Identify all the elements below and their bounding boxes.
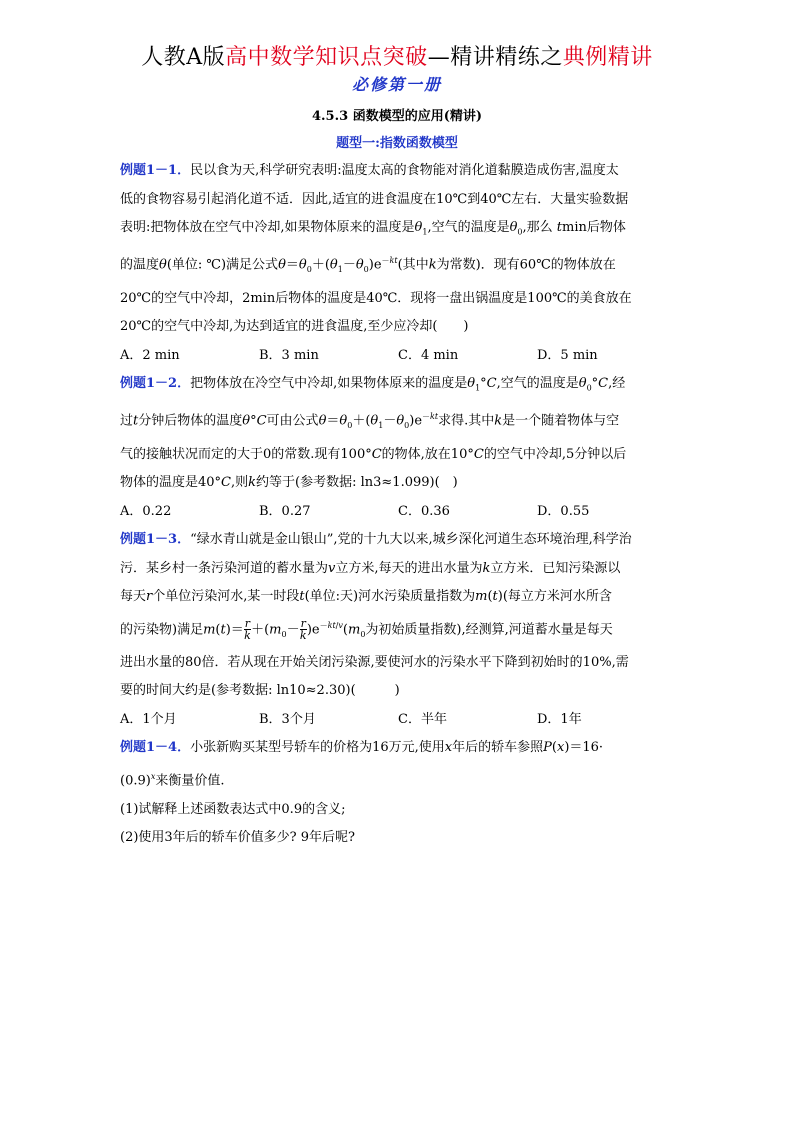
example-1-1-line-3: 表明:把物体放在空气中冷却,如果物体原来的温度是$\theta_1$,空气的温度是$\theta_0$,那么 tmin后物体: [120, 220, 626, 237]
example-1-2-line-1: 例题1－2．把物体放在冷空气中冷却,如果物体原来的温度是$\theta_1^\circ C$,空气的温度是$\theta_0^\circ C$,经: [120, 376, 626, 393]
option-a: A．1个月: [120, 711, 177, 727]
section-title: 4.5.3 函数模型的应用(精讲): [311, 109, 483, 124]
example-1-1-line-4: 的温度θ(单位: ℃)满足公式$\theta=\theta_0+(\theta_1-\theta_0)e^{-kt}$(其中k为常数)．现有60℃的物体放在: [120, 256, 616, 275]
option-a: A．2 min: [120, 347, 180, 363]
example-label: 例题1－3．: [120, 532, 191, 548]
example-1-2-options: [120, 498, 680, 527]
option-d: D．5 min: [537, 347, 598, 363]
topic-title: 题型一:指数函数模型: [336, 136, 458, 151]
example-1-2-line-4: 物体的温度是40°C,则k约等于(参考数据: ln3≈1.099)( ): [120, 475, 458, 491]
example-label: 例题1－1．: [120, 163, 191, 178]
example-1-4-line-2: $(0.9)^x$来衡量价值.: [120, 771, 225, 789]
title-part-1: 人教A版: [141, 45, 226, 70]
option-c: C．0.36: [398, 503, 450, 519]
content: [120, 157, 680, 853]
option-d: D．0.55: [537, 503, 590, 519]
example-1-1-line-6: 20℃的空气中冷却,为达到适宜的进食温度,至少应冷却( ): [120, 319, 469, 335]
option-c: C．半年: [398, 711, 447, 727]
option-c: C．4 min: [398, 347, 459, 363]
example-1-1-line-5: 20℃的空气中冷却，2min后物体的温度是40℃．现将一盘出锅温度是100℃的美食放在: [120, 290, 632, 306]
example-1-2-line-2: 过t分钟后物体的温度θ°C可由公式$\theta=\theta_0+(\theta_1-\theta_0)e^{-kt}$求得.其中k是一个随着物体与空: [120, 412, 620, 431]
book-subtitle: 必修第一册: [351, 75, 442, 94]
example-label: 例题1－4．: [120, 740, 191, 756]
example-1-1-line-2: 低的食物容易引起消化道不适．因此,适宜的进食温度在10℃到40℃左右．大量实验数据: [120, 191, 629, 207]
example-1-4-question-2: (2)使用3年后的轿车价值多少? 9年后呢?: [120, 830, 356, 846]
title-part-3: —精讲精练之: [427, 45, 563, 70]
example-1-4-question-1: (1)试解释上述函数表达式中0.9的含义;: [120, 801, 346, 817]
example-1-3-options: [120, 706, 680, 735]
example-1-3-line-2: 污．某乡村一条污染河道的蓄水量为v立方米,每天的进出水量为k立方米．已知污染源以: [120, 560, 621, 576]
option-a: A．0.22: [120, 503, 172, 519]
example-1-1-options: [120, 342, 680, 371]
example-1-4-line-1: 例题1－4．小张新购买某型号轿车的价格为16万元,使用x年后的轿车参照P(x)＝16·: [120, 740, 604, 756]
option-b: B．3 min: [259, 347, 319, 363]
example-1-3-line-3: 每天r个单位污染河水,某一时段t(单位:天)河水污染质量指数为m(t)(每立方米河水所含: [120, 589, 612, 605]
title-part-2: 高中数学知识点突破: [225, 45, 428, 70]
document-title: [0, 40, 794, 71]
example-1-3-line-6: 要的时间大约是(参考数据: ln10≈2.30)( ): [120, 683, 400, 699]
example-1-3-line-5: 进出水量的80倍．若从现在开始关闭污染源,要使河水的污染水平下降到初始时的10%,需: [120, 654, 629, 670]
example-1-2-line-3: 气的接触状况而定的大于0的常数.现有100°C的物体,放在10°C的空气中冷却,5分钟以后: [120, 446, 627, 462]
option-b: B．0.27: [259, 503, 311, 519]
option-d: D．1年: [537, 711, 582, 727]
example-1-1-line-1: 例题1－1．民以食为天,科学研究表明:温度太高的食物能对消化道黏膜造成伤害,温度太: [120, 163, 619, 178]
example-1-3-line-1: 例题1－3．“绿水青山就是金山银山”,党的十九大以来,城乡深化河道生态环境治理,科学治: [120, 532, 632, 548]
example-label: 例题1－2．: [120, 376, 191, 392]
title-part-4: 典例精讲: [562, 45, 653, 70]
option-b: B．3个月: [259, 711, 316, 727]
example-1-3-line-4: 的污染物)满足m(t)＝ $\frac{r}{k}$ $+(m_0-$ $\frac{r}{k}$ )$e^{-kt/v}(m_0$为初始质量指数),经测算,河道蓄水量是每天: [120, 616, 613, 642]
